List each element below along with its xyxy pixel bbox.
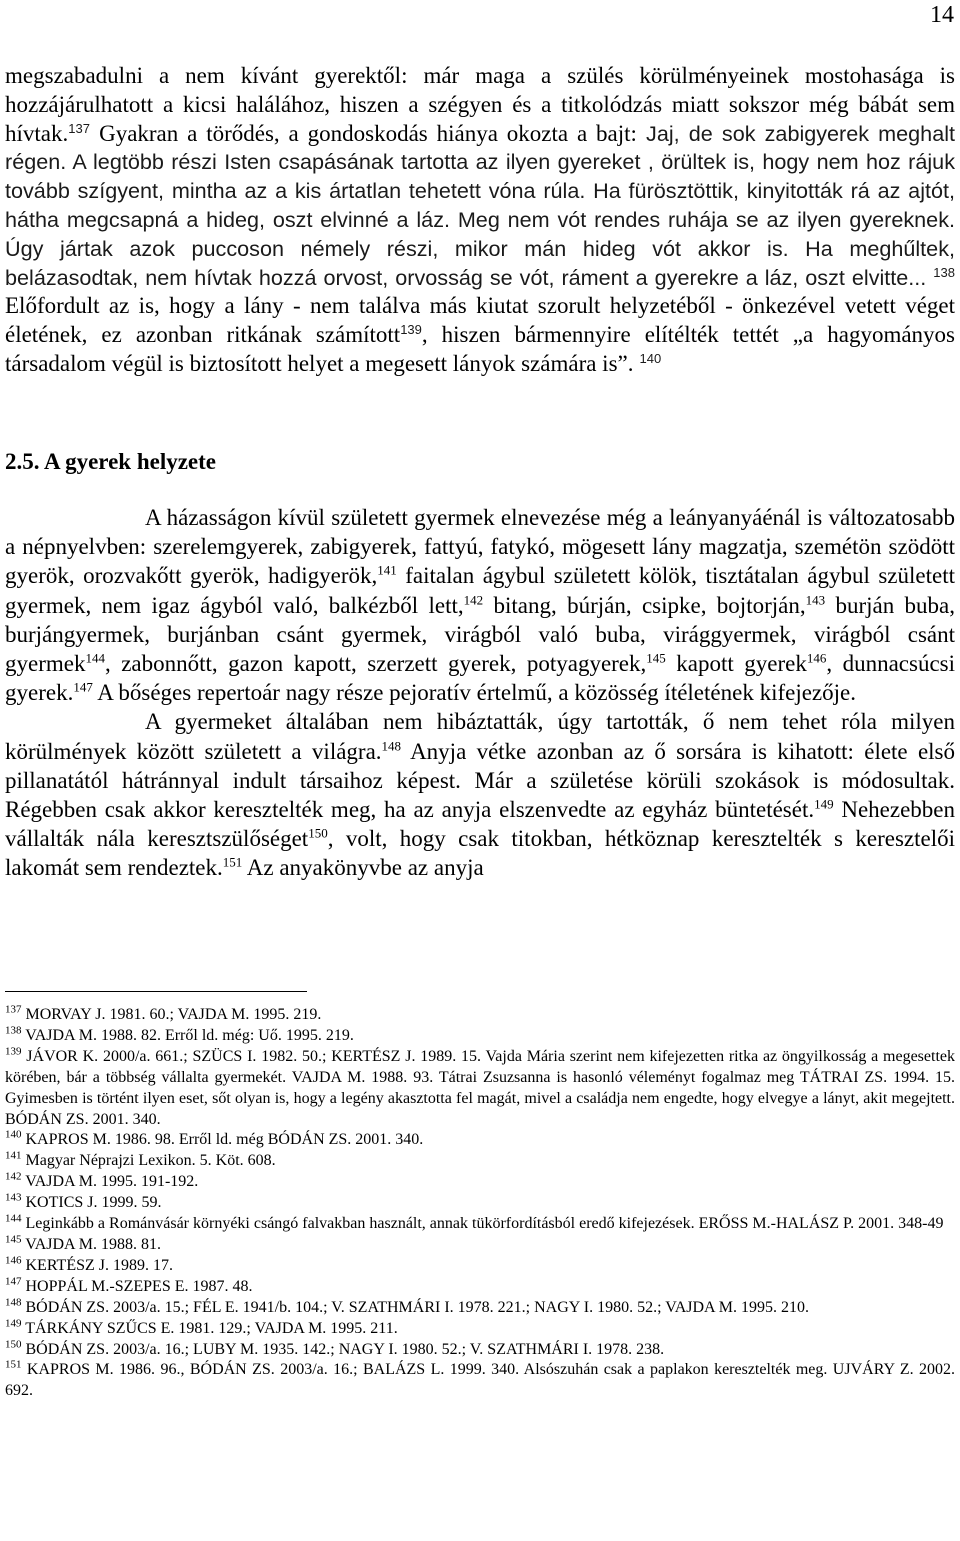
footnote-reference: 144 — [85, 650, 105, 666]
footnote-number: 141 — [5, 1150, 22, 1163]
footnote-text: VAJDA M. 1988. 82. Erről ld. még: Uő. 1995. 219. — [25, 1026, 354, 1044]
footnote-item — [5, 1005, 955, 1026]
paragraph-text: burján buba, burjángyermek, burjánban csánt gyermek, virágból való buba, virággyermek, virágból csánt gyermek — [5, 592, 955, 677]
footnote-divider — [5, 991, 307, 992]
footnote-number: 146 — [5, 1254, 22, 1267]
footnote-reference: 143 — [805, 591, 826, 607]
footnote-item — [5, 1319, 955, 1340]
quote-lead-text: Gyakran a törődés, a gondoskodás hiánya okozta a bajt: — [99, 120, 637, 146]
footnote-number: 148 — [5, 1296, 22, 1309]
footnote-number: 151 — [5, 1359, 22, 1372]
footnote-reference: 146 — [806, 650, 827, 666]
paragraph-text: Az anyakönyvbe az anyja — [242, 855, 484, 881]
paragraph-text: , volt, hogy csak titokban, hétköznap keresztelték s keresztelői lakomát sem rendeztek. — [5, 826, 955, 881]
footnote-item — [5, 1298, 955, 1319]
footnote-text: HOPPÁL M.-SZEPES E. 1987. 48. — [25, 1277, 253, 1295]
paragraph-text: Nehezebben vállalták nála keresztszülőséget — [5, 797, 956, 852]
quote-closing-text: , hiszen bármennyire elítélték tettét „a hagyományos társadalom végül is biztosított helyet a megesett lányok számára is”. — [5, 322, 955, 376]
footnote-reference: 149 — [814, 796, 834, 812]
paragraph-text: A házasságon kívül született gyermek elnevezése még a leányanyáénál is változatosabb a népnyelvben: szerelemgyerek, zabigyerek, fattyú, fatykó, mögesett lány magzatja, szemétön szödött gyerök, orozvakőtt gyerök, hadigyerök, — [5, 505, 955, 589]
footnote-reference: 148 — [381, 737, 402, 753]
footnote-number: 150 — [5, 1338, 22, 1351]
footnote-reference: 147 — [73, 679, 93, 695]
footnote-number: 149 — [5, 1317, 22, 1330]
footnote-ref-137: 137 — [68, 120, 90, 136]
paragraph-text: , dunnacsúcsi gyerek. — [5, 651, 955, 706]
footnote-number: 145 — [5, 1233, 22, 1246]
footnote-text: TÁRKÁNY SZŰCS E. 1981. 129.; VAJDA M. 1995. 211. — [25, 1319, 398, 1337]
footnote-ref-139: 139 — [400, 321, 422, 337]
footnote-reference: 151 — [222, 854, 243, 870]
paragraph-text: A gyermeket általában nem hibáztatták, úgy tartották, ő nem tehet róla milyen körülmények között született a világra. — [5, 709, 955, 764]
footnote-text: VAJDA M. 1995. 191-192. — [25, 1173, 199, 1191]
footnote-number: 139 — [5, 1045, 22, 1058]
footnote-text: BÓDÁN ZS. 2003/a. 15.; FÉL E. 1941/b. 104.; V. SZATHMÁRI I. 1978. 221.; NAGY I. 1980. 52.; VAJDA M. 1995. 210. — [25, 1298, 809, 1316]
footnote-text: Magyar Néprajzi Lexikon. 5. Köt. 608. — [25, 1152, 276, 1170]
footnote-item — [5, 1277, 955, 1298]
footnote-number: 143 — [5, 1191, 22, 1204]
footnote-reference: 142 — [463, 591, 484, 607]
footnote-ref-140: 140 — [639, 350, 662, 366]
footnote-item — [5, 1172, 955, 1193]
footnote-text: KAPROS M. 1986. 96., BÓDÁN ZS. 2003/a. 16.; BALÁZS L. 1999. 340. Alsószuhán csak a paplakon keresztelték meg. UJVÁRY Z. 2002. 692. — [5, 1361, 956, 1400]
paragraph-text: Anyja vétke azonban az ő sorsára is kihatott: élete első pillanatától hátránnyal indult társaihoz képest. Már a születése körüli szokások is módosultak. Régebben csak akkor keresztelték meg, ha az anyja elszenvedte az egyház büntetését. — [5, 738, 955, 823]
footnote-text: VAJDA M. 1988. 81. — [25, 1235, 161, 1253]
footnote-number: 137 — [5, 1003, 22, 1016]
body-paragraph-2 — [5, 707, 955, 882]
footnote-reference: 150 — [308, 825, 328, 841]
paragraph-text: kapott gyerek — [665, 651, 807, 677]
section-heading: 2.5. A gyerek helyzete — [5, 449, 216, 474]
paragraph-text: faitalan ágybul született kölök, tisztátalan ágybul született gyermek, nem igaz ágyból való, balkézből lett, — [5, 563, 955, 618]
quote-intro-text: megszabadulni a nem kívánt gyerektől: már maga a szülés körülményeinek mostohasága is hozzájárulhatott a kicsi halálához, hiszen a szégyen és a titkolódzás miatt sokszor még bábát sem hívtak. — [5, 63, 955, 146]
paragraph-text: A bőséges repertoár nagy része pejoratív értelmű, a közösség ítéletének kifejezője. — [92, 680, 856, 706]
footnote-item — [5, 1360, 955, 1402]
footnote-item — [5, 1193, 955, 1214]
footnote-number: 142 — [5, 1170, 22, 1183]
footnote-item — [5, 1026, 955, 1047]
page-number: 14 — [930, 2, 954, 28]
paragraph-text: bitang, búrján, csipke, bojtorján, — [483, 592, 806, 618]
footnote-reference: 145 — [646, 650, 666, 666]
footnote-item — [5, 1214, 955, 1235]
footnote-number: 147 — [5, 1275, 22, 1288]
footnote-item — [5, 1235, 955, 1256]
footnote-text: Leginkább a Románvásár környéki csángó falvakban használt, annak tükörfordításból eredő kifejezések. ERŐSS M.-HALÁSZ P. 2001. 348-49 — [25, 1215, 944, 1233]
footnote-text: KERTÉSZ J. 1989. 17. — [25, 1256, 173, 1274]
footnote-number: 138 — [5, 1024, 22, 1037]
footnote-reference: 141 — [377, 562, 397, 578]
footnote-item — [5, 1130, 955, 1151]
footnote-item — [5, 1151, 955, 1172]
footnote-item — [5, 1047, 955, 1131]
section-body — [5, 503, 955, 883]
footnote-ref-138: 138 — [933, 264, 955, 280]
footnotes-list — [5, 1005, 955, 1402]
paragraph-text: , zabonnőtt, gazon kapott, szerzett gyerek, potyagyerek, — [104, 651, 647, 677]
footnote-text: MORVAY J. 1981. 60.; VAJDA M. 1995. 219. — [25, 1006, 322, 1023]
quote-continuation-text: Előfordult az is, hogy a lány - nem találva más kiutat szorult helyzetéből - önkezével vetett véget életének, ez azonban ritkának számított — [5, 293, 955, 348]
footnote-text: BÓDÁN ZS. 2003/a. 16.; LUBY M. 1935. 142.; NAGY I. 1980. 52.; V. SZATHMÁRI I. 1978. 238. — [25, 1340, 665, 1358]
footnote-number: 144 — [5, 1212, 22, 1225]
body-paragraph-1 — [5, 503, 955, 707]
footnote-text: JÁVOR K. 2000/a. 661.; SZÜCS I. 1982. 50.; KERTÉSZ J. 1989. 15. Vajda Mária szerint nem kifejezetten ritka az öngyilkosság a megesettek körében, bár a többség vállalta gyermekét. VAJDA M. 1988. 93. Tátrai Zsuzsanna is hasonló véleményt fogalmaz meg TÁTRAI ZS. 1994. 15. Gyimesben is történt ilyen eset, sőt olyan is, hogy a legény akasztotta fel magát, mivel a családja nem engedte, hogy elvegye a lányt, akit megejtett. BÓDÁN ZS. 2001. 340. — [5, 1047, 956, 1128]
footnote-number: 140 — [5, 1129, 22, 1142]
footnote-text: KOTICS J. 1999. 59. — [25, 1194, 162, 1212]
footnote-text: KAPROS M. 1986. 98. Erről ld. még BÓDÁN ZS. 2001. 340. — [25, 1131, 424, 1149]
quoted-passage — [5, 62, 955, 379]
footnote-item — [5, 1340, 955, 1361]
footnote-item — [5, 1256, 955, 1277]
dialect-quote-text: Jaj, de sok zabigyerek meghalt régen. A legtöbb részi Isten csapásának tartotta az ilyen gyereket , örültek is, hogy nem hoz rájuk tovább szígyent, mintha az a kis ártatlan tehetett vóna rúla. Ha fürösztöttik, kinyitották rá az ajtót, hátha megcsapná a hideg, oszt elvinné a láz. Meg nem vót rendes ruhája se az ilyen gyereknek. Úgy jártak azok puccoson némely részi, mikor mán hideg vót akkor is. Ha meghűltek, belázasodtak, nem hívtak hozzá orvost, orvosság se vót, ráment a gyerekre a láz, oszt elvitte... — [5, 120, 956, 290]
